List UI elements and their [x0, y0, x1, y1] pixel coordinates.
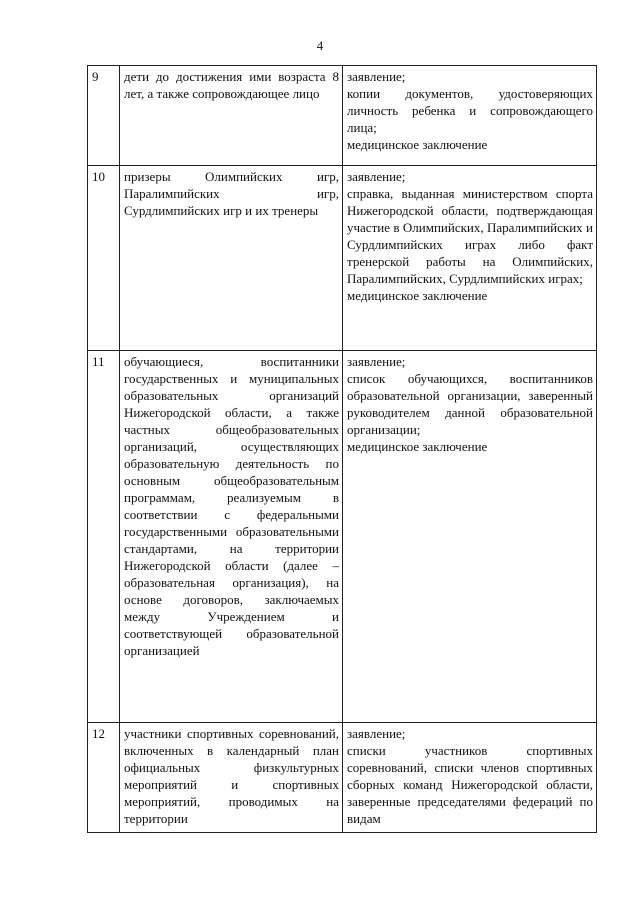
document-item: заявление; — [347, 354, 406, 369]
row-number: 12 — [88, 723, 120, 833]
category-cell — [120, 351, 343, 723]
eligibility-table — [87, 65, 597, 833]
category-text: дети до достижения ими возраста 8 лет, а также сопровождающее лицо — [124, 69, 339, 101]
document-item: список обучающихся, воспитанников образовательной организации, заверенный руководителем данной образовательной организации; — [347, 371, 593, 437]
document-item: заявление; — [347, 69, 406, 84]
category-cell — [120, 166, 343, 351]
document-item: списки участников спортивных соревнований, списки членов спортивных сборных команд Нижегородской области, заверенные председателями федераций по видам — [347, 743, 593, 826]
category-text: обучающиеся, воспитанники государственных и муниципальных образовательных организаций Нижегородской области, а также частных общеобразовательных организаций, осуществляющих образовательную деятельность по основным общеобразовательным программам, реализуемым в соответствии с федеральными государственными образовательными стандартами, на территории Нижегородской области (далее – образовательная организация), на основе договоров, заключаемых между Учреждением и соответствующей образовательной организацией — [124, 354, 339, 658]
documents-cell — [343, 351, 597, 723]
category-text: участники спортивных соревнований, включенных в календарный план официальных физкультурных мероприятий и спортивных мероприятий, проводимых на территории — [124, 726, 339, 826]
table-row — [88, 351, 597, 723]
table-row — [88, 66, 597, 166]
category-text: призеры Олимпийских игр, Паралимпийских игр, Сурдлимпийских игр и их тренеры — [124, 169, 339, 218]
document-item: заявление; — [347, 726, 406, 741]
row-number: 9 — [88, 66, 120, 166]
table-row — [88, 723, 597, 833]
document-item: медицинское заключение — [347, 137, 488, 152]
page-number: 4 — [316, 38, 324, 53]
document-item: справка, выданная министерством спорта Нижегородской области, подтверждающая участие в Олимпийских, Паралимпийских и Сурдлимпийских играх либо факт тренерской работы на Олимпийских, Паралимпийских, Сурдлимпийских играх; — [347, 186, 593, 286]
row-number: 11 — [88, 351, 120, 723]
document-item: копии документов, удостоверяющих личность ребенка и сопровождающего лица; — [347, 86, 593, 135]
table-row — [88, 166, 597, 351]
document-item: медицинское заключение — [347, 439, 488, 454]
documents-cell — [343, 723, 597, 833]
row-number: 10 — [88, 166, 120, 351]
document-item: медицинское заключение — [347, 288, 488, 303]
documents-cell — [343, 66, 597, 166]
category-cell — [120, 66, 343, 166]
category-cell — [120, 723, 343, 833]
document-item: заявление; — [347, 169, 406, 184]
documents-cell — [343, 166, 597, 351]
